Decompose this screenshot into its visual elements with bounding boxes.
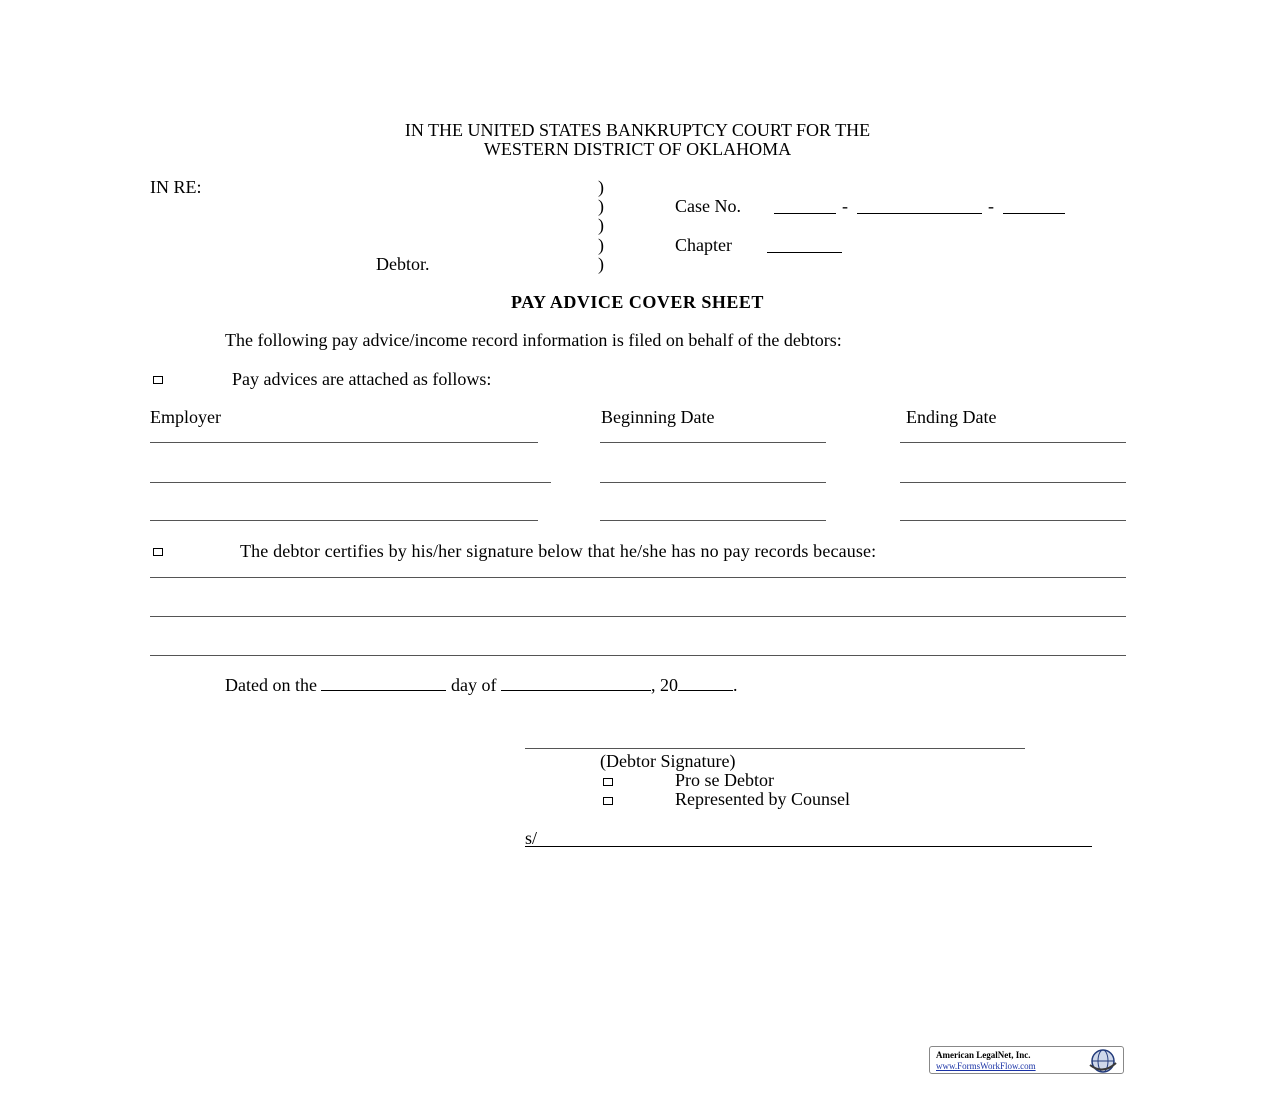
beginning-date-field-3[interactable] — [600, 520, 826, 521]
case-no-field-1[interactable] — [774, 213, 836, 214]
case-no-dash: - — [842, 196, 848, 216]
caption-paren: ) — [598, 215, 604, 235]
debtor-label: Debtor. — [376, 254, 430, 274]
case-no-field-2[interactable] — [857, 213, 982, 214]
chapter-label: Chapter — [675, 235, 732, 255]
logo-company: American LegalNet, Inc. — [936, 1050, 1031, 1060]
globe-icon — [1085, 1048, 1121, 1074]
case-no-dash: - — [988, 196, 994, 216]
reason-field-2[interactable] — [150, 616, 1126, 617]
case-no-field-3[interactable] — [1003, 213, 1065, 214]
form-title: PAY ADVICE COVER SHEET — [511, 292, 764, 312]
reason-field-1[interactable] — [150, 577, 1126, 578]
month-field[interactable] — [501, 676, 651, 691]
court-title-line1: IN THE UNITED STATES BANKRUPTCY COURT FOR THE — [404, 120, 871, 140]
certify-checkbox[interactable] — [153, 548, 163, 556]
counsel-checkbox[interactable] — [603, 797, 613, 805]
electronic-signature-line[interactable] — [525, 846, 1092, 847]
day-of-text: day of — [450, 675, 497, 695]
caption-paren: ) — [598, 254, 604, 274]
attached-label: Pay advices are attached as follows: — [232, 369, 492, 389]
debtor-signature-label: (Debtor Signature) — [600, 751, 736, 771]
chapter-field[interactable] — [767, 252, 842, 253]
reason-field-3[interactable] — [150, 655, 1126, 656]
dated-prefix: Dated on the — [225, 675, 317, 695]
beginning-date-field-1[interactable] — [600, 442, 826, 443]
employer-header: Employer — [150, 407, 221, 427]
caption-paren: ) — [598, 177, 604, 197]
ending-date-field-1[interactable] — [900, 442, 1126, 443]
day-field[interactable] — [321, 676, 446, 691]
court-title-line2: WESTERN DISTRICT OF OKLAHOMA — [483, 139, 792, 159]
american-legalnet-logo[interactable] — [929, 1046, 1124, 1074]
employer-field-1[interactable] — [150, 442, 538, 443]
logo-url[interactable]: www.FormsWorkFlow.com — [936, 1061, 1036, 1071]
employer-field-2[interactable] — [150, 482, 551, 483]
case-no-label: Case No. — [675, 196, 741, 216]
beginning-date-header: Beginning Date — [601, 407, 715, 427]
dated-period: . — [732, 675, 738, 695]
debtor-signature-line[interactable] — [525, 748, 1025, 749]
ending-date-header: Ending Date — [906, 407, 997, 427]
s-prefix: s/ — [525, 828, 538, 848]
employer-field-3[interactable] — [150, 520, 538, 521]
pro-se-label: Pro se Debtor — [675, 770, 774, 790]
dated-on-text — [225, 675, 737, 695]
caption-paren: ) — [598, 196, 604, 216]
caption-paren: ) — [598, 235, 604, 255]
certify-label: The debtor certifies by his/her signature below that he/she has no pay records because: — [240, 541, 877, 561]
year-field[interactable] — [678, 676, 733, 691]
attached-checkbox[interactable] — [153, 376, 163, 384]
in-re-label: IN RE: — [150, 177, 202, 197]
ending-date-field-3[interactable] — [900, 520, 1126, 521]
counsel-label: Represented by Counsel — [675, 789, 850, 809]
pro-se-checkbox[interactable] — [603, 778, 613, 786]
beginning-date-field-2[interactable] — [600, 482, 826, 483]
ending-date-field-2[interactable] — [900, 482, 1126, 483]
intro-text: The following pay advice/income record information is filed on behalf of the debtors: — [225, 330, 842, 350]
year-prefix: , 20 — [650, 675, 678, 695]
